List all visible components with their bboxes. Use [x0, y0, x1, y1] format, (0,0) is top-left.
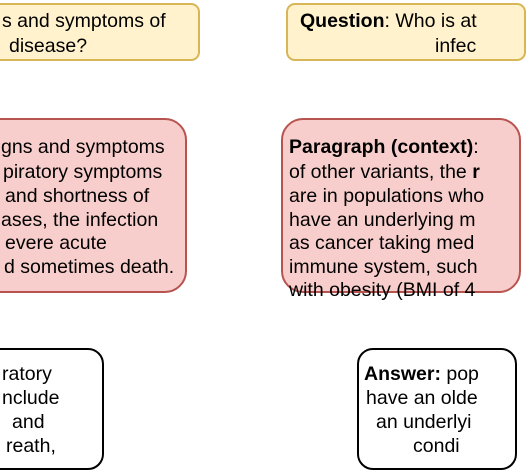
left-question-box: [0, 3, 200, 61]
right-paragraph-box: [281, 118, 521, 301]
left-paragraph-line-2: piratory symptoms: [3, 161, 163, 183]
right-paragraph-text-2a: of other variants, the: [289, 161, 473, 183]
right-question-text-1: : Who is at: [384, 10, 477, 32]
left-question-line-2: disease?: [9, 35, 88, 57]
left-paragraph-box: [0, 118, 187, 293]
right-question-label: Question: [300, 10, 385, 32]
right-answer-line-4: condi: [413, 435, 460, 457]
left-answer-box: [0, 348, 104, 470]
left-paragraph-line-6: d sometimes death.: [4, 256, 175, 278]
left-paragraph-line-4: ases, the infection: [1, 209, 159, 231]
right-paragraph-line-7: with obesity (BMI of 4: [289, 279, 476, 301]
right-paragraph-line-1: [289, 135, 479, 160]
right-paragraph-label: Paragraph (context): [289, 136, 474, 158]
right-answer-line-3: an underlyi: [376, 411, 472, 433]
right-question-box: [286, 3, 526, 61]
left-paragraph-line-1: gns and symptoms: [1, 136, 165, 158]
right-paragraph-text-1: :: [473, 136, 479, 158]
right-question-line-2: infec: [435, 35, 477, 57]
left-question-line-1: s and symptoms of: [2, 10, 166, 32]
right-answer-box: [357, 348, 517, 470]
right-answer-label: Answer:: [364, 363, 441, 385]
left-answer-line-3: and: [12, 411, 45, 433]
right-paragraph-line-3: are in populations who: [289, 185, 485, 207]
right-answer-text-1: pop: [440, 363, 479, 385]
right-answer-line-2: have an olde: [366, 387, 478, 409]
right-paragraph-line-2: [289, 160, 480, 185]
left-paragraph-line-5: evere acute: [5, 232, 107, 254]
right-paragraph-line-6: immune system, such: [289, 256, 478, 278]
right-paragraph-line-5: as cancer taking med: [289, 232, 475, 254]
right-question-line-1: [300, 9, 477, 34]
left-answer-line-1: ratory: [2, 363, 52, 385]
left-answer-line-4: reath,: [6, 435, 56, 457]
right-answer-line-1: [364, 362, 479, 387]
right-paragraph-line-4: have an underlying m: [289, 209, 476, 231]
left-paragraph-line-3: and shortness of: [5, 185, 150, 207]
left-answer-line-2: nclude: [2, 387, 60, 409]
right-paragraph-text-2b: r: [472, 161, 480, 183]
